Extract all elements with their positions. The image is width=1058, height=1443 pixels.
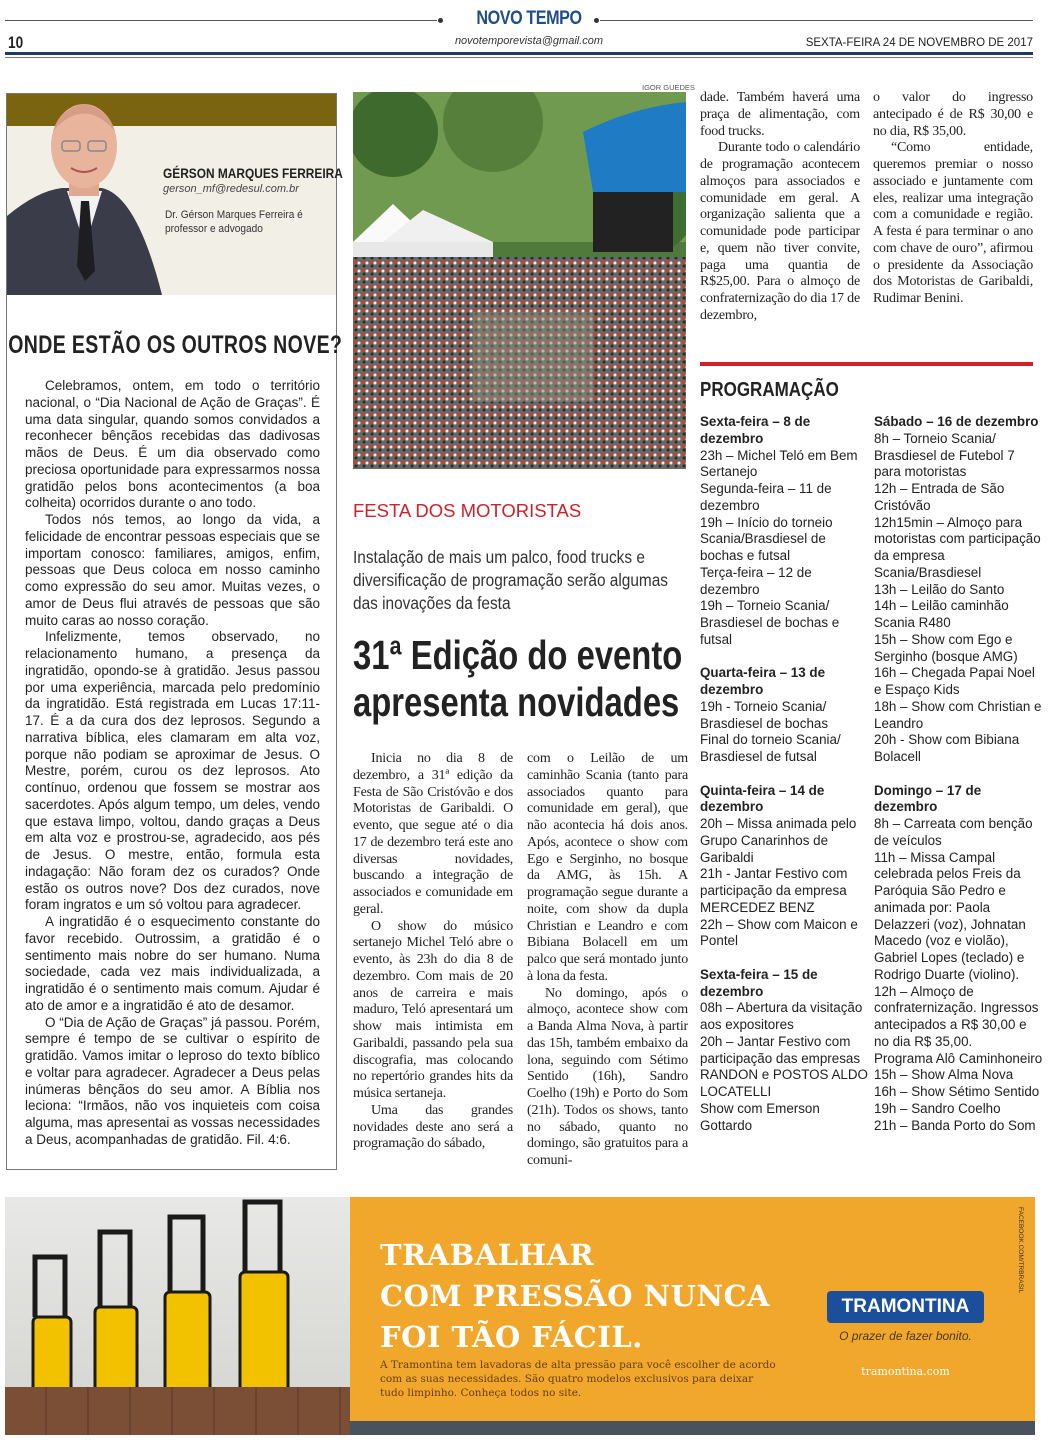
paragraph: “Como entidade, queremos premiar o nosso associado e juntamente com eles, realizar uma integração com a comunidade e região. A festa é para terminar o ano com chave de ouro”, afirmou o presidente da Associação dos Motoristas de Garibaldi, Rudimar Benini. [873, 140, 1033, 306]
schedule-item: 12h – Entrada de São Cristóvão [874, 481, 1005, 513]
schedule-item: 21h – Banda Porto do Som [874, 1117, 1036, 1133]
tramontina-ad[interactable] [5, 1197, 1035, 1435]
schedule-day: Sábado – 16 de dezembro [874, 414, 1039, 429]
schedule-day: Quinta-feira – 14 de dezembro [700, 782, 825, 815]
schedule-item: 14h – Leilão caminhão Scania R480 [874, 598, 1009, 630]
schedule-item: 11h – Missa Campal celebrada pelos Freis da Paróquia São Pedro e animada por: Paola Delazzeri (voz), Johnatan Macedo (voz e violão), Gabriel Lopes (teclado) e Rodrigo Duarte (violino). [874, 849, 1026, 982]
ad-bottom-bar [350, 1421, 1035, 1435]
masthead: NOVO TEMPO [476, 8, 582, 29]
schedule-item: 20h - Show com Bibiana Bolacell [874, 732, 1020, 764]
schedule-day: Quarta-feira – 13 de dezembro [700, 665, 826, 697]
spacer [874, 766, 1044, 783]
paragraph: Infelizmente, temos observado, no relacionamento humano, a presença da ingratidão, opondo-se à gratidão. Jesus passou por uma experiência, marcada pelo predomínio da ingratidão. Está registrada em Lucas 17:11-17. É a da cura dos dez leprosos. Segundo a narrativa bíblica, eles clamaram em alta voz, porque não podiam se aproximar de Jesus. O Mestre, porém, curou os dez leprosos. Ato contínuo, ordenou que fossem se mostrar aos sacerdotes. Após algum tempo, um deles, vendo que estava limpo, voltou, dando graças a Deus em alta voz e prostrou-se, agradecido, aos pés de Jesus. O mestre, então, formula esta indagação: Não foram dez os curados? Onde estão os outros nove? Dos dez curados, nove foram ingratos e um só voltou para agradecer. [25, 629, 320, 913]
author-portrait [7, 96, 167, 295]
header-divider-thin [5, 57, 1033, 58]
schedule-item: 8h – Carreata com benção de veículos [874, 816, 1033, 848]
schedule-item: Segunda-feira – 11 de dezembro [700, 481, 832, 513]
ad-website-link[interactable]: tramontina.com [861, 1365, 950, 1378]
ad-wood-table [5, 1387, 350, 1435]
schedule-item: Final do torneio Scania/ Brasdiesel de futsal [700, 732, 841, 764]
article-column-4 [873, 90, 1033, 308]
schedule-item: 22h – Show com Maicon e Pontel [700, 916, 858, 949]
schedule-item: 23h – Michel Teló em Bem Sertanejo [700, 447, 858, 480]
schedule-day: Sexta-feira – 8 de dezembro [700, 414, 811, 446]
article-kicker: FESTA DOS MOTORISTAS [353, 500, 582, 521]
schedule-item: 19h – Torneio Scania/ Brasdiesel de bochas e futsal [700, 598, 840, 647]
header-divider [5, 52, 1033, 55]
spacer [700, 649, 870, 666]
schedule-right-column [874, 414, 1044, 1134]
schedule-item: 16h – Show Sétimo Sentido [874, 1084, 1040, 1099]
paragraph: Uma das grandes novidades deste ano será a programação do sábado, [353, 1102, 513, 1152]
author-email[interactable]: gerson_mf@redesul.com.br [163, 183, 299, 195]
schedule-item: 13h – Leilão do Santo [874, 581, 1005, 597]
paragraph: Inicia no dia 8 de dezembro, a 31ª edição da Festa de São Cristóvão e dos Motoristas de Garibaldi. O evento, que segue até o dia 17 de dezembro terá este ano diversas novidades, buscando a integração de associados e comunidade em geral. [353, 751, 513, 917]
schedule-item: 20h – Jantar Festivo com participação das empresas RANDON e POSTOS ALDO LOCATELLI [700, 1033, 868, 1099]
article-column-3 [700, 90, 860, 325]
schedule-item: 18h – Show com Christian e Leandro [874, 698, 1042, 731]
ad-headline [380, 1235, 770, 1358]
article-headline: 31ª Edição do evento apresenta novidades [353, 632, 683, 725]
schedule-day: Domingo – 17 de dezembro [874, 782, 982, 815]
schedule-item: 19h – Sandro Coelho [874, 1100, 1001, 1116]
paragraph: Durante todo o calendário de programação acontecem almoços para associados e comunidade em geral. A organização salienta que a comunidade pode participar e, quem não tiver convite, paga uma quantia de R$25,00. Para o almoço de confraternização do dia 17 de dezembro, [700, 140, 860, 323]
spacer [700, 766, 870, 783]
paragraph: O “Dia de Ação de Graças” já passou. Porém, sempre é tempo de se cultivar o espírito de gratidão. Vamos imitar o leproso do texto bíblico e voltar para agradecer. Agradecer a Deus pelas inúmeras bênçãos do seu amor. A Bíblia nos leciona: “Irmãos, não vos inquieteis com coisa alguma, mas apresentai as vossas necessidades a Deus, acompanhadas de gratidão. Fil. 4:6. [25, 1014, 320, 1147]
edition-date: SEXTA-FEIRA 24 DE NOVEMBRO DE 2017 [805, 37, 1033, 49]
paragraph: O show do músico sertanejo Michel Teló abre o evento, às 23h do dia 8 de dezembro. Com mais de 20 anos de carreira e mais maduro, Teló apresentará um show mais intimista em Garibaldi, passando pela sua discografia, mas colocando no repertório grandes hits da música sertaneja. [353, 918, 513, 1101]
paragraph: Celebramos, ontem, em todo o território nacional, o “Dia Nacional de Ação de Graças”. É uma data singular, quando somos convidados a reconhecer bênçãos recebidas das dadivosas mãos de Deus. É um dia observado como preciosa oportunidade para expressarmos nossa gratidão pelos bons acontecimentos (a boa colheita) ocorridos durante o ano todo. [25, 378, 320, 511]
ad-slogan: O prazer de fazer bonito. [839, 1329, 972, 1343]
schedule-day: Sexta-feira – 15 de dezembro [700, 966, 818, 999]
paragraph: com o Leilão de um caminhão Scania (tanto para associados quanto para comunidade em geral), que não acontecia há dois anos. Após, acontece o show com Ego e Serginho, no bosque da AMG, às 15h. A programação segue durante a noite, com show da dupla Christian e Leandro e com Bibiana Bolacell em um palco que será montado junto à lona da festa. [527, 751, 688, 984]
author-bio: Dr. Gérson Marques Ferreira é professor e advogado [165, 209, 303, 235]
page-number: 10 [8, 33, 24, 52]
schedule-item: 12h15min – Almoço para motoristas com participação da empresa Scania/Brasdiesel [874, 514, 1041, 580]
opinion-body [25, 378, 320, 1149]
paragraph: A ingratidão é o esquecimento constante do favor recebido. Outrossim, a gratidão é o sentimento mais nobre do ser humano. Numa sociedade, cada vez mais individualizada, a ingratidão é o sentimento mais comum. Ajudar é ato de amor e a ingratidão é ato de desamor. [25, 914, 320, 1013]
paragraph: o valor do ingresso antecipado é de R$ 30,00 e no dia, R$ 35,00. [873, 90, 1033, 139]
schedule-item: 21h - Jantar Festivo com participação da empresa MERCEDEZ BENZ [700, 866, 848, 915]
paragraph: dade. Também haverá uma praça de alimentação, com food trucks. [700, 90, 860, 139]
schedule-title: PROGRAMAÇÃO [700, 379, 839, 401]
opinion-title: ONDE ESTÃO OS OUTROS NOVE? [8, 331, 343, 359]
paragraph: No domingo, após o almoço, acontece show com a Banda Alma Nova, à partir das 15h, também embaixo da lona, seguindo com Sétimo Sentido (16h), Sandro Coelho (19h) e Porto do Som (21h). Todos os shows, tanto no sábado, quanto no domingo, são gratuitos para a comuni- [527, 985, 688, 1168]
article-column-1 [353, 751, 513, 1153]
ad-headline-line: COM PRESSÃO NUNCA [380, 1279, 771, 1313]
festival-photo [353, 92, 686, 469]
schedule-item: 8h – Torneio Scania/ Brasdiesel de Futebol 7 para motoristas [874, 430, 1015, 480]
schedule-item: 16h – Chegada Papai Noel e Espaço Kids [874, 665, 1035, 697]
paragraph: Todos nós temos, ao longo da vida, a felicidade de encontrar pessoas especiais que se importam conosco: familiares, amigos, enfim, pessoas que Deus coloca em nosso caminho como expressão do seu amor. Muitas vezes, o amor de Deus flui através de pessoas que são muito caras ao nosso coração. [25, 512, 320, 628]
ad-body: A Tramontina tem lavadoras de alta pressão para você escolher de acordo com as suas necessidades. São quatro modelos exclusivos para deixar tudo limpinho. Conheça todos no site. [380, 1359, 776, 1399]
schedule-item: 15h – Show Alma Nova [874, 1067, 1014, 1083]
schedule-item: Show com Emerson Gottardo [700, 1100, 820, 1133]
photo-credit: IGOR GUEDES [642, 83, 695, 92]
article-deck: Instalação de mais um palco, food trucks e diversificação de programação serão algumas das inovações da festa [353, 547, 669, 613]
schedule-item: 12h – Almoço de confraternização. Ingressos antecipados a R$ 30,00 e no dia R$ 35,00. [874, 983, 1039, 1049]
author-name: GÉRSON MARQUES FERREIRA [163, 165, 343, 181]
schedule-item: 08h – Abertura da visitação aos expositores [700, 1000, 863, 1032]
ad-facebook: FACEBOOK.COM/TRBRASIL [1017, 1207, 1024, 1294]
schedule-item: 20h – Missa animada pelo Grupo Canarinhos de Garibaldi [700, 816, 857, 865]
schedule-item: Terça-feira – 12 de dezembro [700, 564, 812, 597]
section-divider [700, 362, 1033, 366]
schedule-item: 15h – Show com Ego e Serginho (bosque AMG) [874, 631, 1018, 664]
article-column-2 [527, 751, 688, 1170]
schedule-item: 19h – Início do torneio Scania/Brasdiesel de bochas e futsal [700, 514, 833, 563]
schedule-left-column [700, 414, 870, 1134]
spacer [700, 950, 870, 967]
ad-headline-line: FOI TÃO FÁCIL. [380, 1320, 643, 1354]
tramontina-logo[interactable]: TRAMONTINA [827, 1291, 984, 1323]
ad-headline-line: TRABALHAR [380, 1238, 595, 1272]
schedule-item: 19h - Torneio Scania/ Brasdiesel de bochas [700, 698, 829, 731]
newspaper-email: novotemporevista@gmail.com [454, 35, 604, 47]
schedule-item: Programa Alô Caminhoneiro [874, 1050, 1043, 1066]
